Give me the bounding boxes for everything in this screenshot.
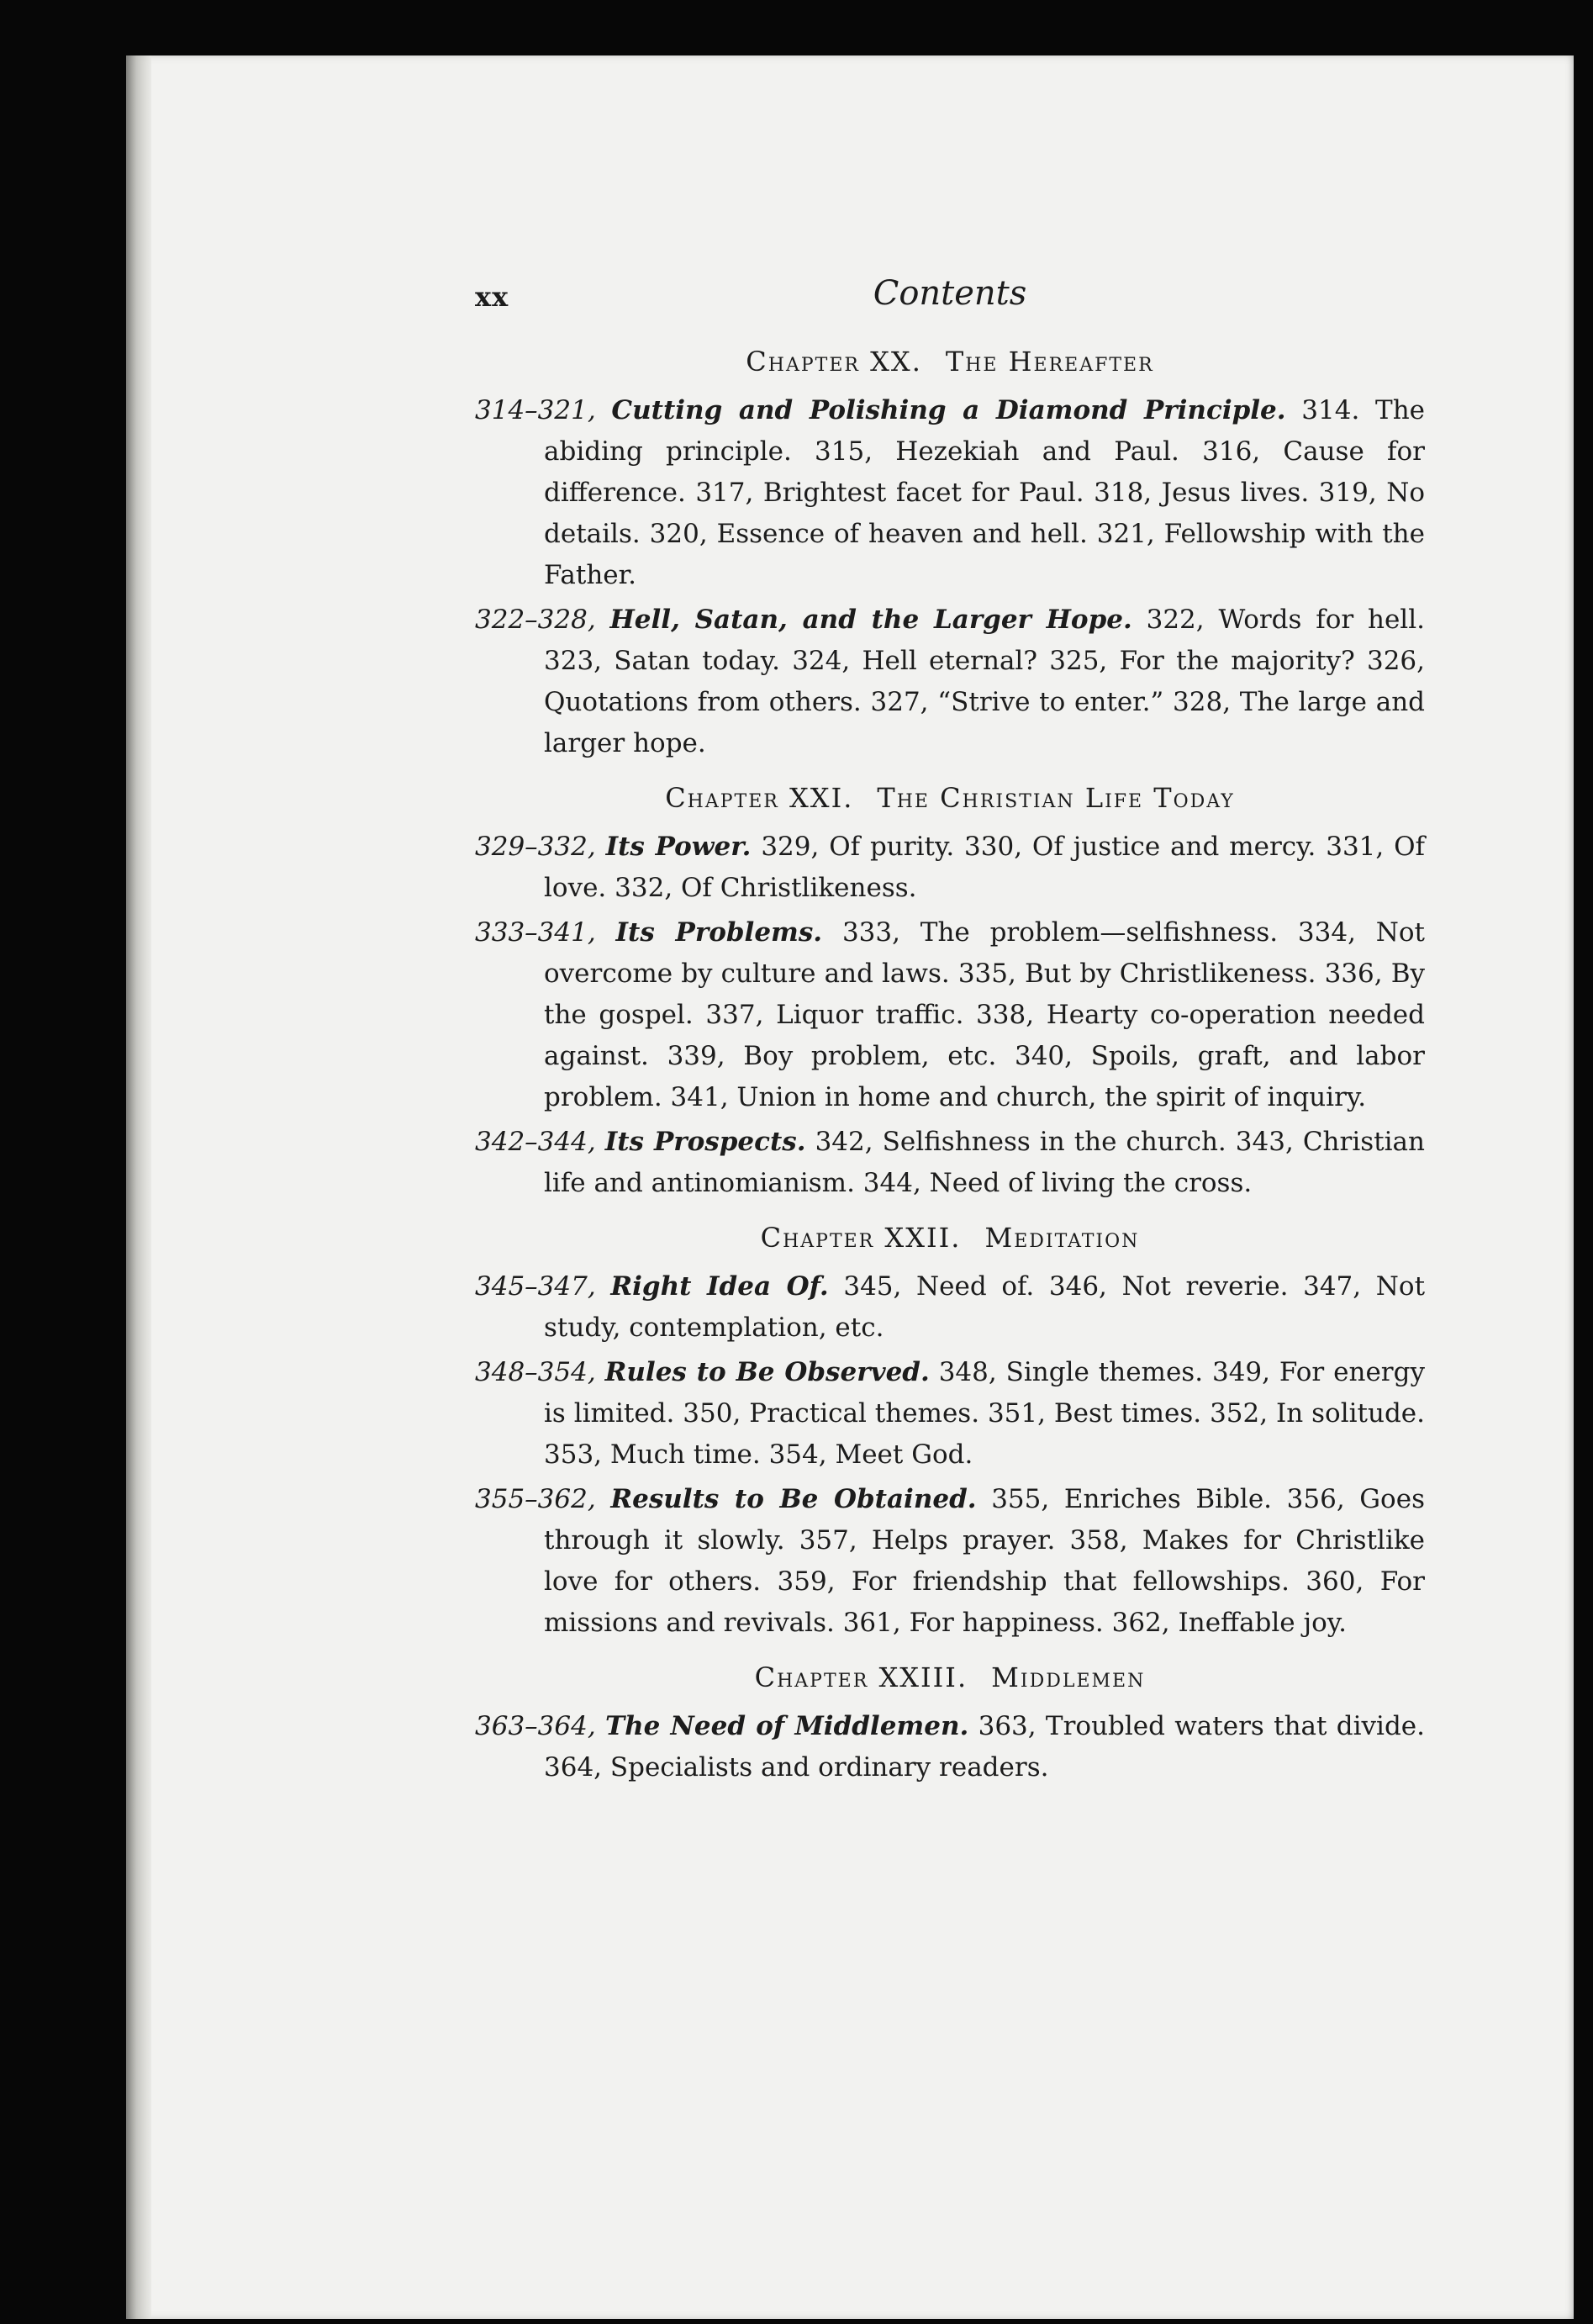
chapter-subject: Middlemen xyxy=(991,1661,1146,1693)
chapter-number: Chapter XX. xyxy=(746,346,922,378)
entry-heading: Results to Be Obtained. xyxy=(610,1484,977,1514)
chapter-subject: The Christian Life Today xyxy=(877,782,1235,814)
section-range: 355–362, xyxy=(475,1484,596,1514)
entry-text: 348, Single themes. 349, For energy is limited. 350, Practical themes. 351, Best times. 352, In solitude. 353, Much time. 354, Meet God. xyxy=(544,1357,1425,1470)
running-title: Contents xyxy=(873,274,1027,313)
contents-list xyxy=(475,345,1425,1788)
section-range: 322–328, xyxy=(475,605,596,635)
entry-text: 314. The abiding principle. 315, Hezekiah and Paul. 316, Cause for difference. 317, Brightest facet for Paul. 318, Jesus lives. 319, No details. 320, Essence of heaven and hell. 321, Fellowship with the Father. xyxy=(544,395,1426,590)
entry-text: 342, Selfishness in the church. 343, Christian life and antinomianism. 344, Need of living the cross. xyxy=(544,1127,1425,1198)
chapter-subject: Meditation xyxy=(984,1222,1140,1254)
chapter-heading xyxy=(475,1221,1425,1254)
contents-entry xyxy=(475,1122,1425,1204)
entry-heading: Cutting and Polishing a Diamond Principle. xyxy=(611,395,1286,425)
section-range: 348–354, xyxy=(475,1357,596,1387)
chapter-heading xyxy=(475,1661,1425,1694)
section-range: 329–332, xyxy=(475,832,596,862)
running-head xyxy=(475,269,1425,328)
entry-heading: Its Power. xyxy=(605,832,752,862)
entry-text: 329, Of purity. 330, Of justice and mercy. 331, Of love. 332, Of Christlikeness. xyxy=(544,832,1425,903)
contents-entry xyxy=(475,912,1425,1118)
entry-heading: Rules to Be Observed. xyxy=(604,1357,930,1387)
contents-entry xyxy=(475,390,1425,596)
chapter-subject: The Hereafter xyxy=(945,346,1154,378)
section-range: 363–364, xyxy=(475,1711,596,1741)
contents-entry xyxy=(475,599,1425,764)
chapter-number: Chapter XXI. xyxy=(665,782,854,814)
contents-entry xyxy=(475,827,1425,909)
page-binding-shadow xyxy=(126,55,151,2319)
section-range: 342–344, xyxy=(475,1127,596,1157)
entry-heading: Its Problems. xyxy=(615,917,823,948)
chapter-heading xyxy=(475,781,1425,815)
section-range: 314–321, xyxy=(475,395,596,425)
page-number: xx xyxy=(475,281,509,313)
chapter-number: Chapter XXIII. xyxy=(754,1661,968,1693)
entry-text: 355, Enriches Bible. 356, Goes through it slowly. 357, Helps prayer. 358, Makes for Christlike love for others. 359, For friendship that fellowships. 360, For missions and revivals. 361, For happiness. 362, Ineffable joy. xyxy=(544,1484,1425,1638)
chapter-number: Chapter XXII. xyxy=(760,1222,962,1254)
contents-entry xyxy=(475,1479,1425,1644)
entry-text: 363, Troubled waters that divide. 364, Specialists and ordinary readers. xyxy=(544,1711,1425,1783)
contents-entry xyxy=(475,1706,1425,1788)
entry-heading: Right Idea Of. xyxy=(610,1271,829,1302)
entry-text: 345, Need of. 346, Not reverie. 347, Not study, contemplation, etc. xyxy=(544,1271,1426,1343)
contents-page xyxy=(475,269,1425,1792)
section-range: 345–347, xyxy=(475,1271,596,1302)
section-range: 333–341, xyxy=(475,917,596,948)
entry-heading: The Need of Middlemen. xyxy=(605,1711,969,1741)
contents-entry xyxy=(475,1352,1425,1476)
entry-heading: Hell, Satan, and the Larger Hope. xyxy=(609,605,1132,635)
entry-heading: Its Prospects. xyxy=(604,1127,806,1157)
chapter-heading xyxy=(475,345,1425,378)
contents-entry xyxy=(475,1266,1425,1349)
entry-text: 333, The problem—selfishness. 334, Not overcome by culture and laws. 335, But by Christlikeness. 336, By the gospel. 337, Liquor traffic. 338, Hearty co-operation needed against. 339, Boy problem, etc. 340, Spoils, graft, and labor problem. 341, Union in home and church, the spirit of inquiry. xyxy=(544,917,1426,1112)
entry-text: 322, Words for hell. 323, Satan today. 324, Hell eternal? 325, For the majority? 326, Quotations from others. 327, “Strive to enter.” 328, The large and larger hope. xyxy=(544,605,1425,758)
